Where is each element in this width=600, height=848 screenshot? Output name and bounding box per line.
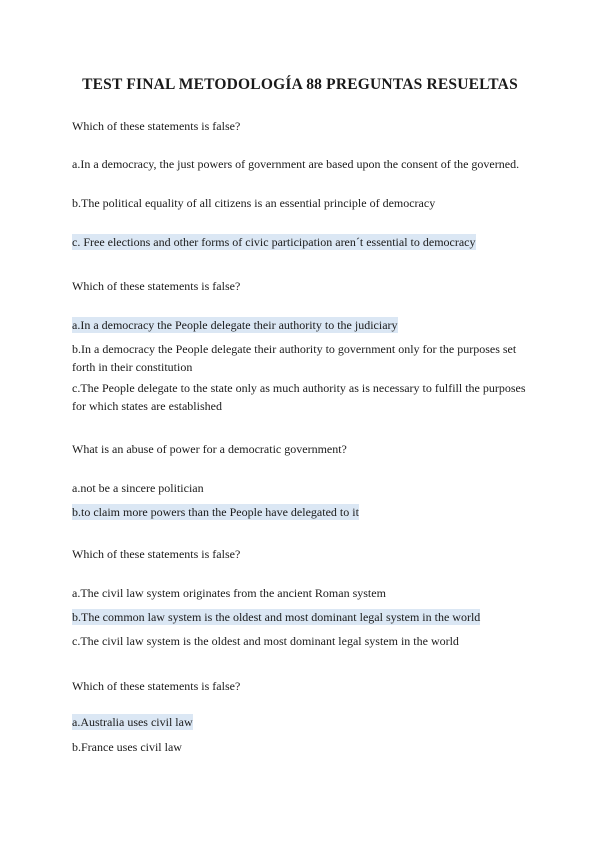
answer-highlight: b.to claim more powers than the People have delegated to it — [72, 505, 359, 519]
question-4-option-a: a.The civil law system originates from the ancient Roman system — [72, 586, 386, 600]
answer-highlight: a.In a democracy the People delegate their authority to the judiciary — [72, 318, 398, 332]
answer-highlight: c. Free elections and other forms of civic participation aren´t essential to democracy — [72, 235, 476, 249]
question-2-prompt: Which of these statements is false? — [72, 279, 241, 293]
question-2-option-a-highlighted — [72, 316, 398, 334]
question-1-option-c-highlighted — [72, 233, 476, 251]
question-4-prompt: Which of these statements is false? — [72, 547, 241, 561]
question-2-option-b: b.In a democracy the People delegate their authority to government only for the purposes set forth in their constitution — [72, 342, 517, 374]
question-3-option-b-highlighted — [72, 503, 359, 521]
question-1-prompt: Which of these statements is false? — [72, 119, 241, 133]
question-2-option-c: c.The People delegate to the state only as much authority as is necessary to fulfill the purposes for which states are established — [72, 381, 526, 413]
question-5-option-a-highlighted — [72, 713, 193, 731]
answer-highlight: a.Australia uses civil law — [72, 715, 193, 729]
question-1-option-b: b.The political equality of all citizens is an essential principle of democracy — [72, 196, 436, 210]
question-4-option-b-highlighted — [72, 608, 480, 626]
question-5-prompt: Which of these statements is false? — [72, 679, 241, 693]
question-1-option-a: a.In a democracy, the just powers of government are based upon the consent of the governed. — [72, 157, 520, 171]
question-4-option-c: c.The civil law system is the oldest and most dominant legal system in the world — [72, 634, 459, 648]
question-3-option-a: a.not be a sincere politician — [72, 481, 204, 495]
question-5-option-b: b.France uses civil law — [72, 740, 182, 754]
document-title: TEST FINAL METODOLOGÍA 88 PREGUNTAS RESUELTAS — [82, 76, 518, 93]
question-3-prompt: What is an abuse of power for a democratic government? — [72, 442, 347, 456]
answer-highlight: b.The common law system is the oldest and most dominant legal system in the world — [72, 610, 481, 624]
